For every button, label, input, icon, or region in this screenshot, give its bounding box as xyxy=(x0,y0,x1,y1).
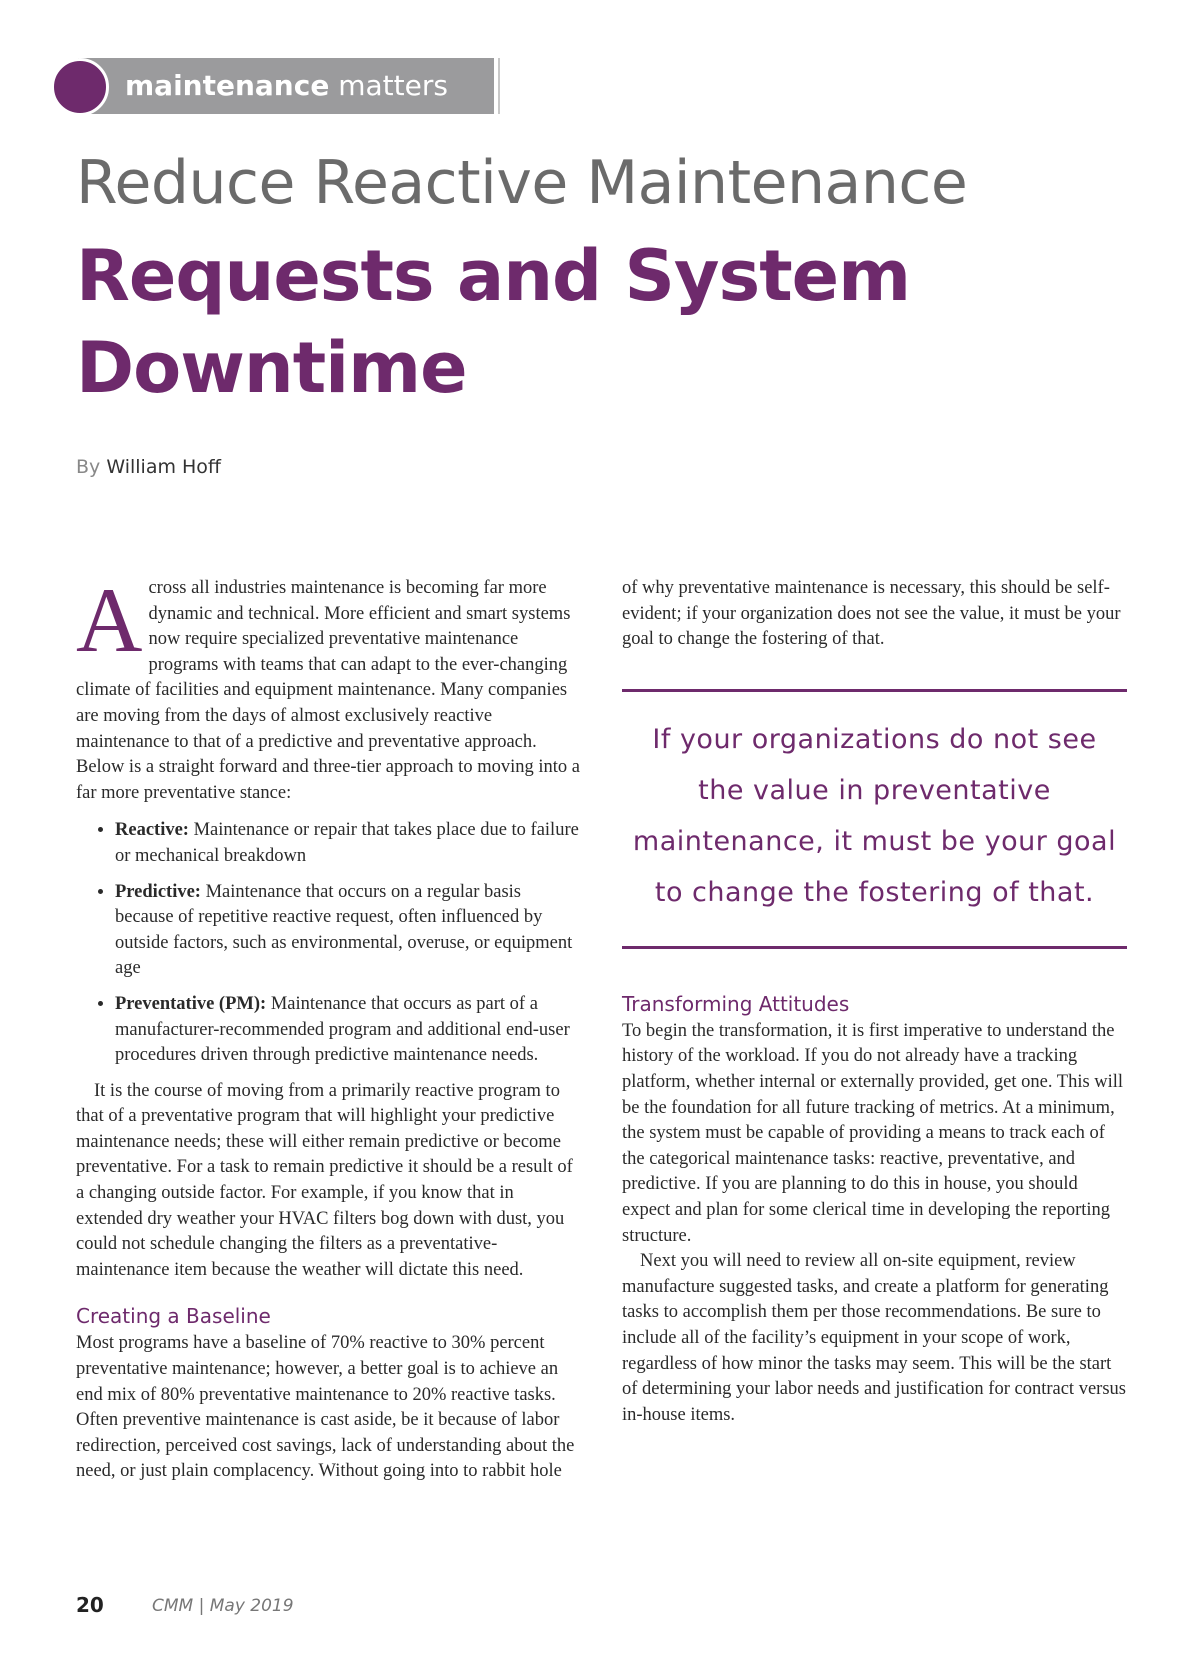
subheading-transforming: Transforming Attitudes xyxy=(622,991,850,1016)
list-item-term: Predictive: xyxy=(115,881,201,902)
publication-info: CMM | May 2019 xyxy=(152,1596,294,1616)
list-item xyxy=(115,818,581,869)
page-number: 20 xyxy=(76,1593,104,1617)
list-item-text: Maintenance that occurs as part of a manufacturer-recommended program and additional end-user procedures driven through predictive maintenance needs. xyxy=(115,993,570,1066)
section-label-bold: maintenance xyxy=(125,69,330,102)
subheading-baseline: Creating a Baseline xyxy=(76,1304,271,1329)
section-tab-divider xyxy=(498,58,500,114)
list-item xyxy=(115,880,581,982)
transforming-paragraph-1: To begin the transformation, it is first imperative to understand the history of the workload. If you do not already have a tracking platform, whether internal or externally provided, get one. This will be the foundation for all future tracking of metrics. At a minimum, the system must be capable of providing a means to track each of the categorical maintenance tasks: reactive, preventative, and predictive. If you are planning to do this in house, you should expect and plan for some clerical time in developing the reporting structure. xyxy=(622,1020,1124,1246)
title-line-1: Reduce Reactive Maintenance xyxy=(76,148,968,218)
section-label xyxy=(125,66,448,106)
byline-prefix: By xyxy=(76,456,101,478)
section-label-light: matters xyxy=(338,69,448,102)
baseline-paragraph: Most programs have a baseline of 70% reactive to 30% percent preventative maintenance; however, a better goal is to achieve an end mix of 80% preventative maintenance to 20% reactive tasks. Often preventive maintenance is cast aside, be it because of labor redirection, perceived cost savings, lack of understanding about the need, or just plain complacency. Without going into to rabbit hole xyxy=(76,1333,575,1482)
list-item-term: Reactive: xyxy=(115,820,189,841)
list-item-term: Preventative (PM): xyxy=(115,993,267,1014)
intro-text: cross all industries maintenance is becoming far more dynamic and technical. More efficient and smart systems now require specialized preventative maintenance programs with teams that can adapt to the ever-changing climate of facilities and equipment maintenance. Many companies are moving from the days of almost exclusively reactive maintenance to that of a predictive and preventative approach. Below is a straight forward and three-tier approach to moving into a far more preventative stance: xyxy=(76,578,580,803)
byline xyxy=(76,456,221,478)
byline-author: William Hoff xyxy=(106,456,222,478)
article-column-left xyxy=(76,569,581,1485)
drop-cap: A xyxy=(76,569,143,671)
intro-paragraph xyxy=(76,569,581,806)
maintenance-types-list xyxy=(76,818,581,1068)
list-item-text: Maintenance that occurs on a regular basis because of repetitive reactive request, often influenced by outside factors, such as environmental, overuse, or equipment age xyxy=(115,881,573,979)
list-item xyxy=(115,992,581,1069)
section-dot-icon xyxy=(51,58,109,116)
title-line-2: Requests and System Downtime xyxy=(76,235,911,409)
article-column-right xyxy=(622,576,1127,1428)
list-item-text: Maintenance or repair that takes place due to failure or mechanical breakdown xyxy=(115,820,579,866)
transforming-paragraph-2: Next you will need to review all on-site equipment, review manufacture suggested tasks, and create a platform for generating tasks to accomplish them per those recommendations. Be sure to include all of the facility’s equipment in your scope of work, regardless of how minor the tasks may seem. This will be the start of determining your labor needs and justification for contract versus in-house items. xyxy=(622,1251,1126,1425)
baseline-paragraph-continued: of why preventative maintenance is necessary, this should be self-evident; if your organization does not see the value, it must be your goal to change the fostering of that. xyxy=(622,578,1121,650)
body-paragraph: It is the course of moving from a primarily reactive program to that of a preventative program that will highlight your predictive maintenance needs; these will either remain predictive or become preventative. For a task to remain predictive it should be a result of a changing outside factor. For example, if you know that in extended dry weather your HVAC filters bog down with dust, you could not schedule changing the filters as a preventative-maintenance item because the weather will dictate this need. xyxy=(76,1080,573,1280)
pull-quote: If your organizations do not see the value in preventative maintenance, it must be your goal to change the fostering of that. xyxy=(622,689,1127,949)
